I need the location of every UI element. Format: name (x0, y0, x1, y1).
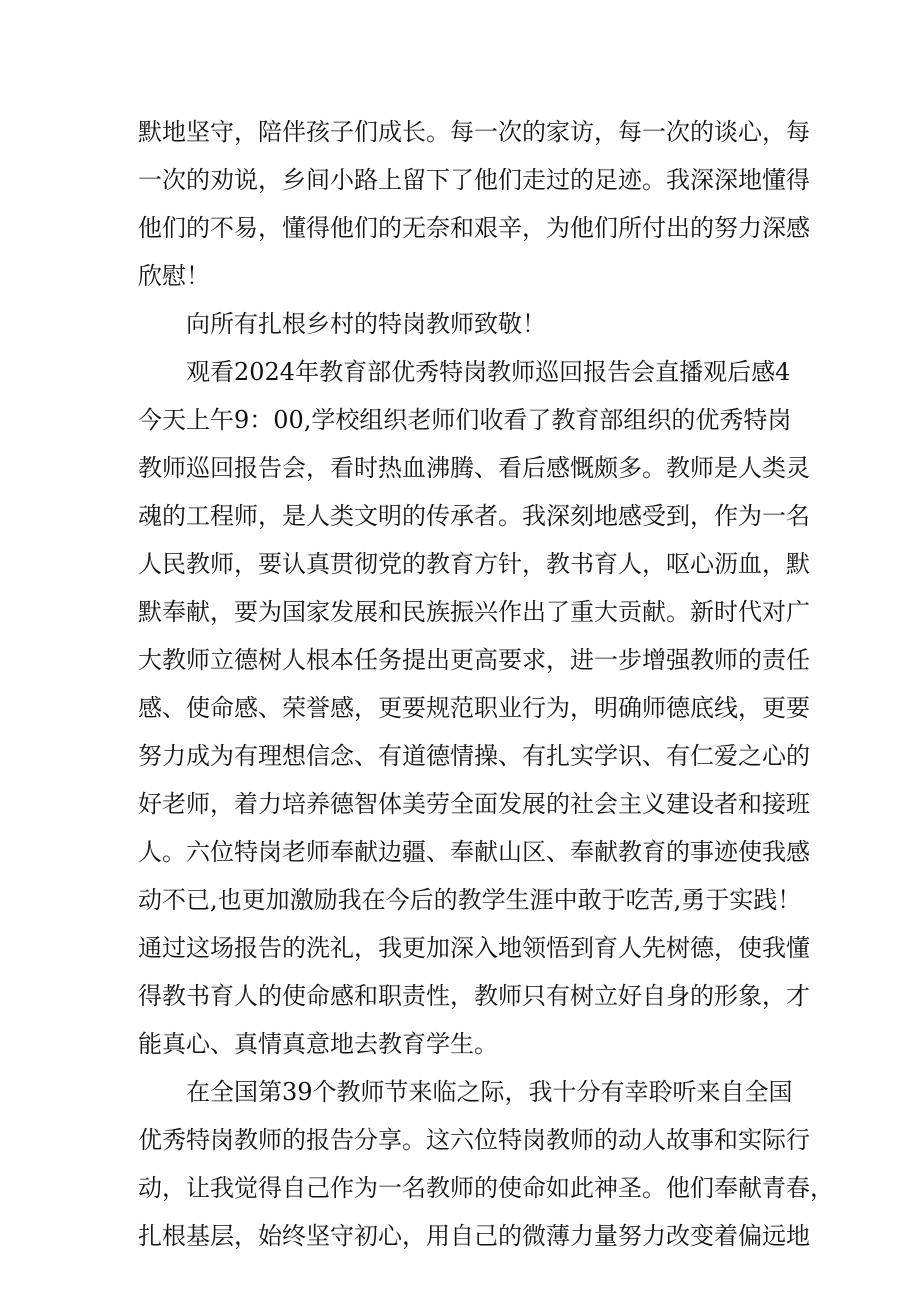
text-line: 他们的不易，懂得他们的无奈和艰辛，为他们所付出的努力深感 (138, 214, 810, 242)
text-line: 好老师，着力培养德智体美劳全面发展的社会主义建设者和接班 (138, 790, 810, 818)
text-line: 能真心、真情真意地去教育学生。 (138, 1030, 498, 1058)
text-line: 感、使命感、荣誉感，更要规范职业行为，明确师德底线，更要 (138, 694, 810, 722)
text-line: 得教书育人的使命感和职责性，教师只有树立好自身的形象，才 (138, 982, 810, 1010)
paragraph (138, 300, 788, 348)
text-line: 大教师立德树人根本任务提出更高要求，进一步增强教师的责任 (138, 646, 810, 674)
text-line: 通过这场报告的洗礼，我更加深入地领悟到育人先树德，使我懂 (138, 934, 810, 962)
text-line: 魂的工程师，是人类文明的传承者。我深刻地感受到，作为一名 (138, 502, 810, 530)
text-line: 在全国第39个教师节来临之际，我十分有幸聆听来自全国 (186, 1078, 793, 1106)
text-line: 人。六位特岗老师奉献边疆、奉献山区、奉献教育的事迹使我感 (138, 838, 810, 866)
text-line: 默地坚守，陪伴孩子们成长。每一次的家访，每一次的谈心，每 (138, 118, 810, 146)
paragraph (138, 1068, 834, 1260)
text-line: 人民教师，要认真贯彻党的教育方针，教书育人，呕心沥血，默 (138, 550, 810, 578)
text-line: 欣慰！ (138, 262, 210, 290)
text-line: 动不已,也更加激励我在今后的教学生涯中敢于吃苦,勇于实践！ (138, 886, 802, 914)
text-line: 优秀特岗教师的报告分享。这六位特岗教师的动人故事和实际行 (138, 1126, 810, 1154)
document-body (138, 108, 834, 1260)
text-line: 观看2024年教育部优秀特岗教师巡回报告会直播观后感4 (186, 358, 791, 386)
text-line: 一次的劝说，乡间小路上留下了他们走过的足迹。我深深地懂得 (138, 166, 810, 194)
paragraph (138, 348, 810, 1068)
text-line: 扎根基层，始终坚守初心，用自己的微薄力量努力改变着偏远地 (138, 1222, 810, 1250)
text-line: 动，让我觉得自己作为一名教师的使命如此神圣。他们奉献青春， (138, 1174, 834, 1202)
text-line: 默奉献，要为国家发展和民族振兴作出了重大贡献。新时代对广 (138, 598, 810, 626)
text-line: 向所有扎根乡村的特岗教师致敬！ (186, 310, 546, 338)
text-line: 努力成为有理想信念、有道德情操、有扎实学识、有仁爱之心的 (138, 742, 810, 770)
paragraph (138, 108, 810, 300)
text-line: 教师巡回报告会，看时热血沸腾、看后感慨颇多。教师是人类灵 (138, 454, 810, 482)
text-line: 今天上午9：00,学校组织老师们收看了教育部组织的优秀特岗 (138, 406, 792, 434)
